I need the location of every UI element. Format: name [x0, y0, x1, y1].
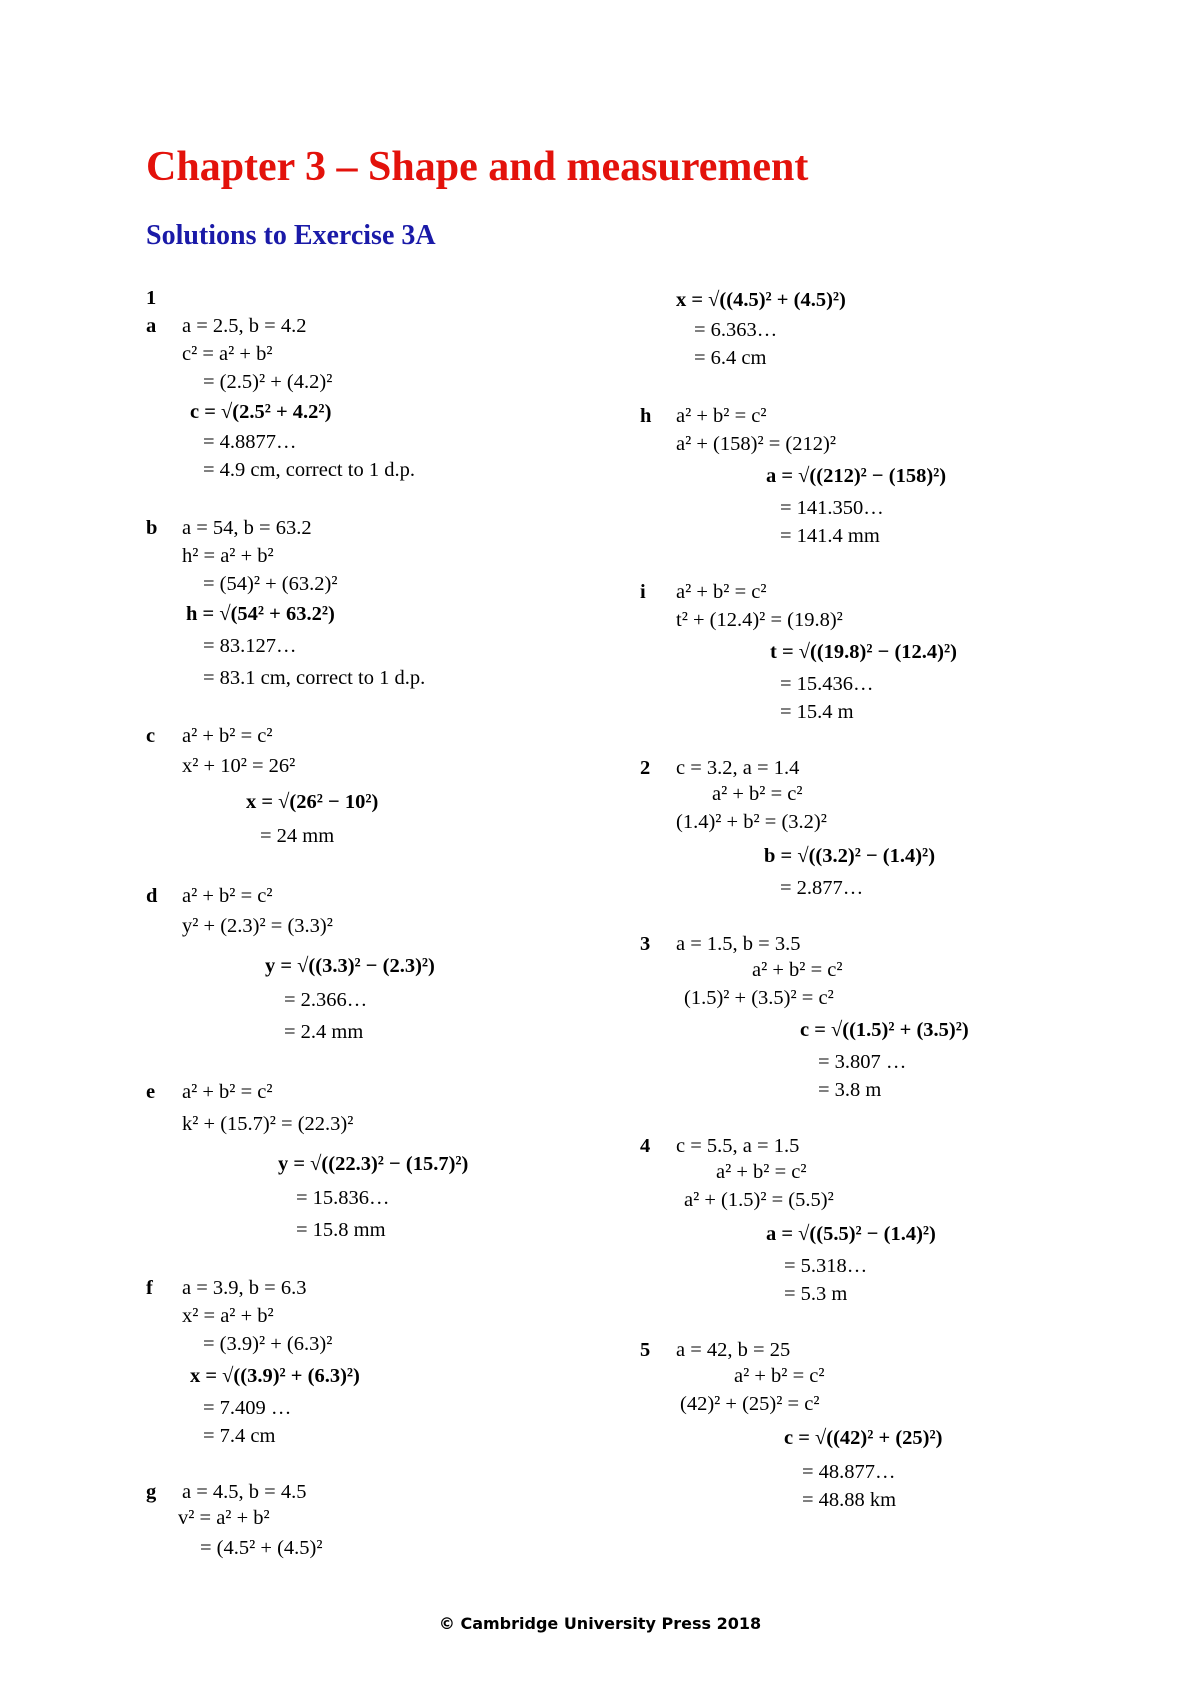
solution-line: a = √((212)² − (158)²) — [766, 465, 947, 487]
solution-line: a² + b² = c² — [182, 885, 273, 907]
solution-line: b = √((3.2)² − (1.4)²) — [764, 845, 936, 867]
solution-line: a² + (158)² = (212)² — [676, 433, 836, 455]
solution-line: x = √((4.5)² + (4.5)²) — [676, 289, 846, 311]
solution-line: = 141.350… — [780, 497, 884, 519]
copyright-footer: © Cambridge University Press 2018 — [438, 1614, 762, 1633]
solution-line: a² + b² = c² — [676, 405, 767, 427]
solution-line: a = 4.5, b = 4.5 — [182, 1481, 307, 1503]
part-label: h — [640, 405, 652, 427]
solution-line: a = √((5.5)² − (1.4)²) — [766, 1223, 936, 1245]
solution-line: = 2.4 mm — [284, 1021, 364, 1043]
solution-line: t² + (12.4)² = (19.8)² — [676, 609, 843, 631]
solution-line: a² + (1.5)² = (5.5)² — [684, 1189, 834, 1211]
part-label: b — [146, 517, 158, 539]
solution-line: = 5.318… — [784, 1255, 868, 1277]
solution-line: a² + b² = c² — [716, 1161, 807, 1183]
chapter-title: Chapter 3 – Shape and measurement — [146, 144, 809, 190]
solution-line: = 5.3 m — [784, 1283, 848, 1305]
solution-line: y = √((3.3)² − (2.3)²) — [265, 955, 435, 977]
question-number: 3 — [640, 933, 651, 955]
question-number: 2 — [640, 757, 651, 779]
solution-line: t = √((19.8)² − (12.4)²) — [770, 641, 957, 663]
solution-line: a² + b² = c² — [182, 1081, 273, 1103]
part-label: c — [146, 725, 156, 747]
solution-line: a = 2.5, b = 4.2 — [182, 315, 307, 337]
solution-line: (1.5)² + (3.5)² = c² — [684, 987, 834, 1009]
solution-line: = 4.9 cm, correct to 1 d.p. — [203, 459, 415, 481]
solution-line: = 2.366… — [284, 989, 368, 1011]
solution-line: v² = a² + b² — [178, 1507, 270, 1529]
solution-line: (42)² + (25)² = c² — [680, 1393, 820, 1415]
solution-line: = 141.4 mm — [780, 525, 880, 547]
solution-line: = 3.807 … — [818, 1051, 907, 1073]
solution-line: x = √(26² − 10²) — [246, 791, 379, 813]
solution-line: = 3.8 m — [818, 1079, 882, 1101]
solution-line: = 15.4 m — [780, 701, 854, 723]
solution-line: = 15.836… — [296, 1187, 390, 1209]
solution-line: x² + 10² = 26² — [182, 755, 296, 777]
solution-line: a = 54, b = 63.2 — [182, 517, 312, 539]
solution-line: a = 3.9, b = 6.3 — [182, 1277, 307, 1299]
solution-line: a² + b² = c² — [734, 1365, 825, 1387]
solution-line: y² + (2.3)² = (3.3)² — [182, 915, 333, 937]
solution-line: = 4.8877… — [203, 431, 297, 453]
solution-line: a² + b² = c² — [712, 783, 803, 805]
solution-line: x = √((3.9)² + (6.3)²) — [190, 1365, 360, 1387]
part-label: f — [146, 1277, 153, 1299]
solution-line: a = 42, b = 25 — [676, 1339, 791, 1361]
solution-line: = 7.4 cm — [203, 1425, 276, 1447]
solution-line: c = √((1.5)² + (3.5)²) — [800, 1019, 969, 1041]
part-label: i — [640, 581, 646, 603]
solution-line: = 2.877… — [780, 877, 864, 899]
question-number: 1 — [146, 287, 157, 309]
solution-line: = 48.88 km — [802, 1489, 897, 1511]
solution-line: = 83.1 cm, correct to 1 d.p. — [203, 667, 426, 689]
solution-line: h² = a² + b² — [182, 545, 274, 567]
solution-line: = (54)² + (63.2)² — [203, 573, 338, 595]
solution-line: c² = a² + b² — [182, 343, 273, 365]
solution-line: = (4.5² + (4.5)² — [200, 1537, 323, 1559]
solution-line: k² + (15.7)² = (22.3)² — [182, 1113, 354, 1135]
solution-line: = 15.8 mm — [296, 1219, 386, 1241]
solution-line: c = √((42)² + (25)²) — [784, 1427, 943, 1449]
solution-line: (1.4)² + b² = (3.2)² — [676, 811, 827, 833]
solution-line: = (2.5)² + (4.2)² — [203, 371, 333, 393]
question-number: 5 — [640, 1339, 651, 1361]
part-label: d — [146, 885, 158, 907]
solution-line: a² + b² = c² — [182, 725, 273, 747]
solution-line: = 6.363… — [694, 319, 778, 341]
question-number: 4 — [640, 1135, 651, 1157]
solution-line: = 24 mm — [260, 825, 335, 847]
solution-line: = 7.409 … — [203, 1397, 292, 1419]
part-label: g — [146, 1481, 157, 1503]
solution-line: y = √((22.3)² − (15.7)²) — [278, 1153, 469, 1175]
solution-line: a² + b² = c² — [752, 959, 843, 981]
solution-line: = 15.436… — [780, 673, 874, 695]
solution-line: c = √(2.5² + 4.2²) — [190, 401, 332, 423]
part-label: e — [146, 1081, 156, 1103]
solution-line: a² + b² = c² — [676, 581, 767, 603]
solution-line: = 83.127… — [203, 635, 297, 657]
exercise-subtitle: Solutions to Exercise 3A — [146, 220, 436, 251]
solution-line: h = √(54² + 63.2²) — [186, 603, 335, 625]
solution-line: = 48.877… — [802, 1461, 896, 1483]
solution-line: a = 1.5, b = 3.5 — [676, 933, 801, 955]
part-label: a — [146, 315, 157, 337]
solution-line: = (3.9)² + (6.3)² — [203, 1333, 333, 1355]
solution-line: = 6.4 cm — [694, 347, 767, 369]
solution-line: c = 3.2, a = 1.4 — [676, 757, 800, 779]
solution-line: c = 5.5, a = 1.5 — [676, 1135, 800, 1157]
solution-line: x² = a² + b² — [182, 1305, 274, 1327]
